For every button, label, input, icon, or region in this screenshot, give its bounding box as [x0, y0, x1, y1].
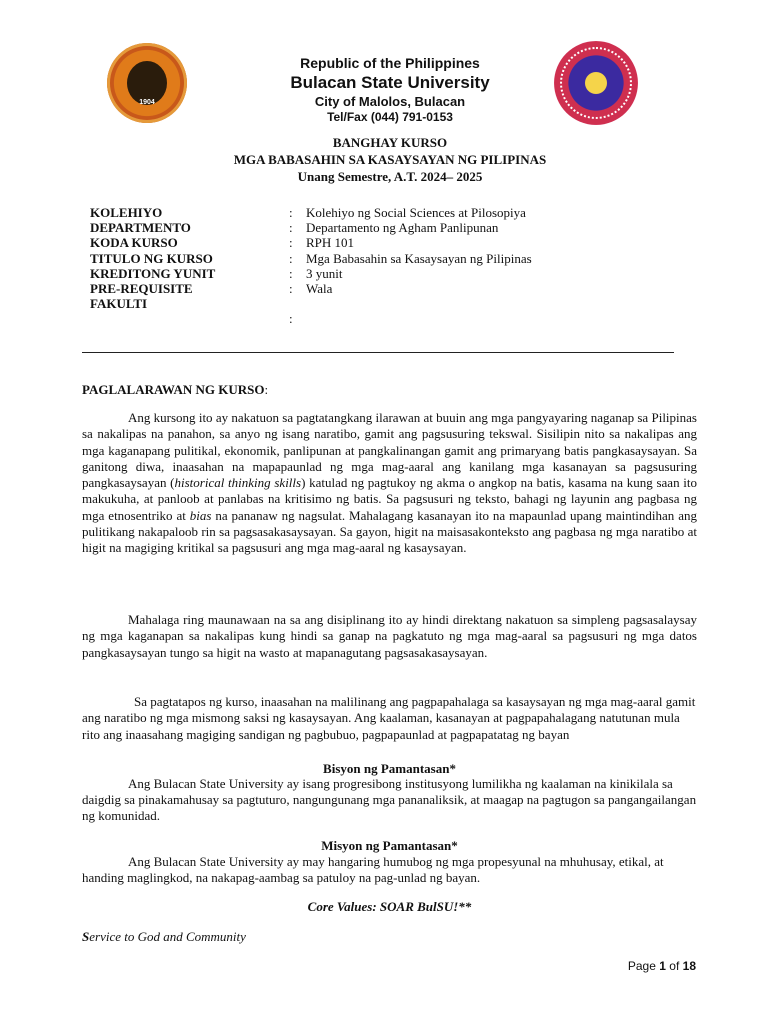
- seal-ring: [560, 47, 632, 119]
- info-colon: :: [289, 265, 293, 281]
- course-name-title: MGA BABASAHIN SA KASAYSAYAN NG PILIPINAS: [233, 152, 547, 167]
- core-value-service: [82, 929, 246, 945]
- description-heading-colon: :: [264, 382, 269, 397]
- page-number: [628, 959, 696, 973]
- info-value: Wala: [306, 280, 333, 296]
- info-colon: :: [289, 235, 293, 251]
- info-label: PRE-REQUISITE: [90, 280, 193, 296]
- info-colon: :: [289, 205, 293, 220]
- fakulti-colon: :: [289, 311, 293, 326]
- info-colon: :: [289, 280, 293, 296]
- doc-title: BANGHAY KURSO: [332, 135, 448, 150]
- description-paragraph-1: [82, 410, 697, 557]
- page-total: 18: [682, 959, 696, 973]
- info-value: Mga Babasahin sa Kasaysayan ng Pilipinas: [306, 250, 532, 266]
- divider: [82, 352, 674, 353]
- info-label: KOLEHIYO: [90, 205, 163, 220]
- description-paragraph-2: Mahalaga ring maunawaan na sa ang disiplinang ito ay hindi direktang nakatuon sa simpleng pagsasalaysay ng mga kaganapan sa nakalipas kung hindi sa ganap na pagkatuto ng mga mag-aaral sa pagsusuri ng mga datos pangkasaysayan tungo sa higit na wasto at mapanagutang pagsasakasaysayan.: [82, 612, 697, 660]
- header-university: Bulacan State University: [290, 73, 490, 92]
- info-label: FAKULTI: [90, 296, 148, 312]
- college-seal-logo: [554, 41, 638, 125]
- info-value: Kolehiyo ng Social Sciences at Pilosopiya: [306, 205, 526, 220]
- info-value: RPH 101: [306, 235, 355, 251]
- p1-text-a: Ang kursong ito ay nakatuon sa pagtatangkang ilarawan at buuin ang mga pangyayaring naganap sa Pilipinas sa nakalipas na panahon, sa anyo ng isang naratibo, gamit ang pagsusuring tekswal. Sisilipin nito sa nakalipas ang mga kaganapang pulitikal, ekonomik, panlipunan at pangkalinangan gamit ang primaryang batis pangkasaysayan. Sa ganitong diwa, inaasahan na mapapaunlad ng mga mag-aaral ang kanilang mga kasanayan sa pagsusuring pangkasaysayan (: [82, 410, 697, 491]
- info-colon: :: [289, 220, 293, 236]
- header-telfax: Tel/Fax (044) 791-0153: [327, 110, 453, 124]
- semester-title: Unang Semestre, A.T. 2024– 2025: [297, 169, 483, 184]
- header-city: City of Malolos, Bulacan: [314, 94, 466, 109]
- vision-text: Ang Bulacan State University ay isang progresibong institusyong lumilikha ng kaalaman na kinikilala sa daigdig sa pinakamahusay sa pagtuturo, nangungunang mga pananaliksik, at maagap na pagtugon sa pangangailangan ng komunidad.: [82, 776, 697, 823]
- vision-heading: Bisyon ng Pamantasan*: [323, 761, 456, 776]
- description-paragraph-3: Sa pagtatapos ng kurso, inaasahan na malilinang ang pagpapahalaga sa kasaysayan ng mga mag-aaral gamit ang naratibo ng mga mismong saksi ng kasaysayan. Ang kaalaman, kasanayan at pagpapahalagang natutunan mula rito ang inaasahang magiging sandigan ng pagbubuo, pagpapaunlad at pagpapatatag ng bayan: [82, 694, 696, 742]
- info-value: Departamento ng Agham Panlipunan: [306, 220, 499, 236]
- bulsu-seal-logo: [107, 43, 187, 123]
- info-value: 3 yunit: [306, 265, 343, 281]
- p1-italic-2: bias: [189, 507, 212, 523]
- description-heading-text: PAGLALARAWAN NG KURSO: [82, 382, 265, 397]
- core-values-heading: Core Values: SOAR BulSU!**: [307, 899, 472, 914]
- info-colon: :: [289, 250, 293, 266]
- page-of-word: of: [669, 959, 680, 973]
- p1-text-b: ) katulad ng pagtukoy ng akma o angkop na batis, kasama na kung saan ito makukuha, at panloob at panlabas na kritisimo ng batis. Sa pagsusuri ng teksto, bahagi ng layunin ang pagbasa ng mga etnosentriko at: [82, 475, 697, 523]
- seal-year: 1904: [139, 99, 155, 106]
- page-word: Page: [627, 959, 656, 973]
- p1-text-c: na pananaw ng nagsulat. Mahalagang kasanayan ito na mapaunlad upang maintindihan ang pulitikang nakapaloob rin sa pagsasakasaysayan. Sa gayon, higit na maisasakonteksto ang pagbasa ng mga naratibo at higit na magiging kritikal sa pagsusuri ang mga mag-aaral ng kasaysayan.: [82, 507, 697, 556]
- info-label: DEPARTMENTO: [90, 220, 191, 236]
- page-current: 1: [659, 959, 666, 973]
- header-republic: Republic of the Philippines: [300, 55, 480, 71]
- info-label: TITULO NG KURSO: [90, 250, 213, 266]
- p1-italic-1: historical thinking skills: [174, 475, 302, 491]
- core-value-initial: S: [82, 929, 90, 944]
- info-label: KREDITONG YUNIT: [90, 265, 216, 281]
- mission-text: Ang Bulacan State University ay may hangaring humubog ng mga propesyunal na mhuhusay, etikal, at handing maglingkod, na nakapag-aambag sa patuloy na pag-unlad ng bayan.: [82, 854, 664, 885]
- info-label: KODA KURSO: [90, 235, 178, 251]
- core-value-rest: ervice to God and Community: [89, 929, 246, 944]
- mission-heading: Misyon ng Pamantasan*: [321, 838, 458, 853]
- description-heading: [82, 382, 268, 398]
